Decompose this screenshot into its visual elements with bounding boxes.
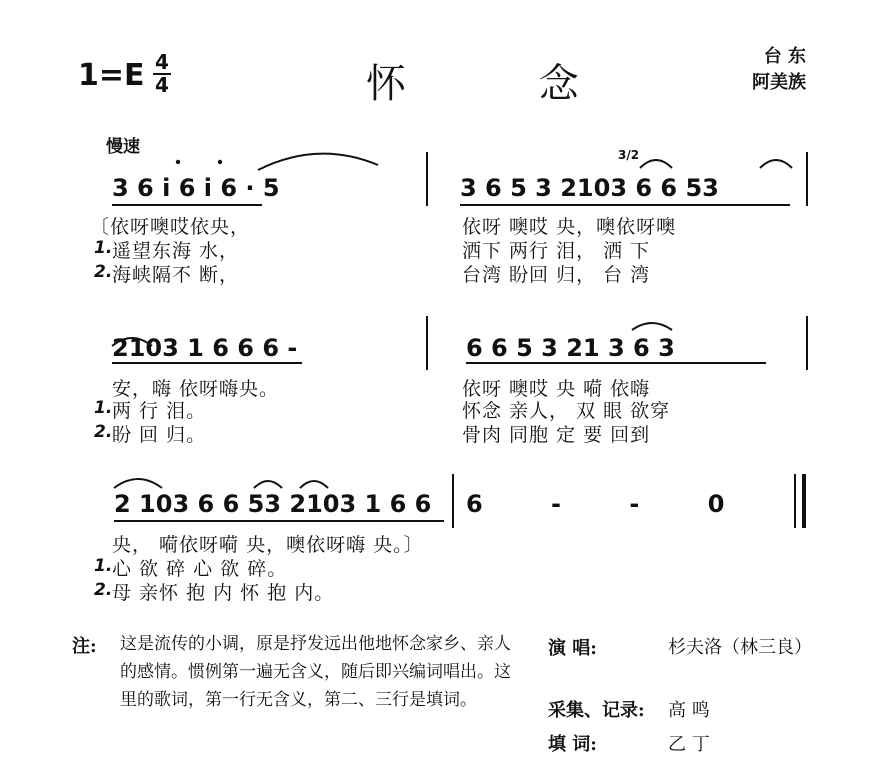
beam-line — [112, 362, 302, 364]
lyric-line: 依呀 噢哎 央，噢依呀噢 — [462, 216, 677, 238]
measure-notes: 2 103 6 6 53 2103 1 6 6 — [114, 490, 432, 518]
notes-label: 注: — [72, 636, 97, 657]
origin-region: 台 东 — [763, 46, 806, 67]
verse-number: 2. — [94, 422, 113, 442]
lyric-line: 两 行 泪。 — [112, 400, 207, 422]
notes-text: 这是流传的小调，原是抒发远出他地怀念家乡、亲人的感情。惯例第一遍无含义，随后即兴编词唱出。这里的歌词，第一行无含义，第二、三行是填词。 — [120, 634, 511, 710]
measure-notes: 2103 1 6 6 6 - — [112, 334, 298, 362]
tempo-marking: 慢速 — [106, 137, 140, 157]
slur-2 — [640, 160, 672, 168]
lyric-line: 洒下 两行 泪， 洒 下 — [462, 240, 651, 262]
beam-line — [114, 520, 444, 522]
slur-7 — [254, 481, 282, 488]
verse-number: 1. — [94, 556, 113, 576]
slur-3 — [760, 160, 792, 168]
song-title: 怀 念 — [366, 61, 639, 107]
credit-label: 采集、记录: — [548, 700, 645, 721]
credit-label: 填 词: — [548, 734, 597, 755]
slur-6 — [114, 479, 162, 488]
final-barline-thick — [802, 474, 806, 528]
meter-bottom: 4 — [155, 73, 169, 97]
credit-value: 乙 丁 — [668, 734, 710, 755]
credit-value: 杉夫洛（林三良） — [668, 637, 812, 658]
credit-value: 高 鸣 — [668, 700, 710, 721]
barline — [426, 152, 428, 206]
measure-notes: 6 6 5 3 21 3 6 3 — [466, 334, 675, 362]
lyric-line: 骨肉 同胞 定 要 回到 — [462, 424, 651, 446]
barline — [806, 152, 808, 206]
verse-number: 1. — [94, 238, 113, 258]
high-dot-2 — [218, 160, 222, 164]
slur-8 — [300, 481, 328, 488]
lyric-line: 〔依呀噢哎依央， — [90, 216, 251, 238]
barline — [426, 316, 428, 370]
lyric-line: 盼 回 归。 — [112, 424, 207, 446]
origin-people: 阿美族 — [752, 72, 806, 93]
final-barline-thin — [794, 474, 796, 528]
lyric-line: 海峡隔不 断， — [112, 264, 240, 286]
lyric-line: 台湾 盼回 归， 台 湾 — [462, 264, 651, 286]
lyric-line: 母 亲怀 抱 内 怀 抱 内。 — [112, 582, 335, 604]
beam-line — [460, 204, 790, 206]
measure-notes: 6 - - 0 — [466, 490, 755, 518]
verse-number: 1. — [94, 398, 113, 418]
lyric-line: 央， 嗬依呀嗬 央，噢依呀嗨 央。〕 — [112, 534, 424, 556]
verse-number: 2. — [94, 262, 113, 282]
measure-notes: 3 6 i 6 i 6 · 5 — [112, 174, 280, 202]
lyric-line: 心 欲 碎 心 欲 碎。 — [112, 558, 288, 580]
lyric-line: 遥望东海 水， — [112, 240, 240, 262]
beam-line — [112, 204, 262, 206]
lyric-line: 安，嗨 依呀嗨央。 — [112, 378, 280, 400]
high-dot-1 — [176, 160, 180, 164]
slur-1 — [258, 154, 378, 170]
meter-top: 4 — [155, 50, 169, 74]
grace-note: 3/2 — [618, 148, 640, 162]
lyric-line: 怀念 亲人， 双 眼 欲穿 — [462, 400, 671, 422]
credit-label: 演 唱: — [548, 638, 597, 659]
lyric-line: 依呀 噢哎 央 嗬 依嗨 — [462, 378, 651, 400]
barline — [452, 474, 454, 528]
verse-number: 2. — [94, 580, 113, 600]
beam-line — [466, 362, 766, 364]
slur-5 — [632, 323, 672, 330]
measure-notes: 3 6 5 3 2103 6 6 53 — [460, 174, 719, 202]
key-signature: 1=E — [78, 58, 145, 93]
barline — [806, 316, 808, 370]
